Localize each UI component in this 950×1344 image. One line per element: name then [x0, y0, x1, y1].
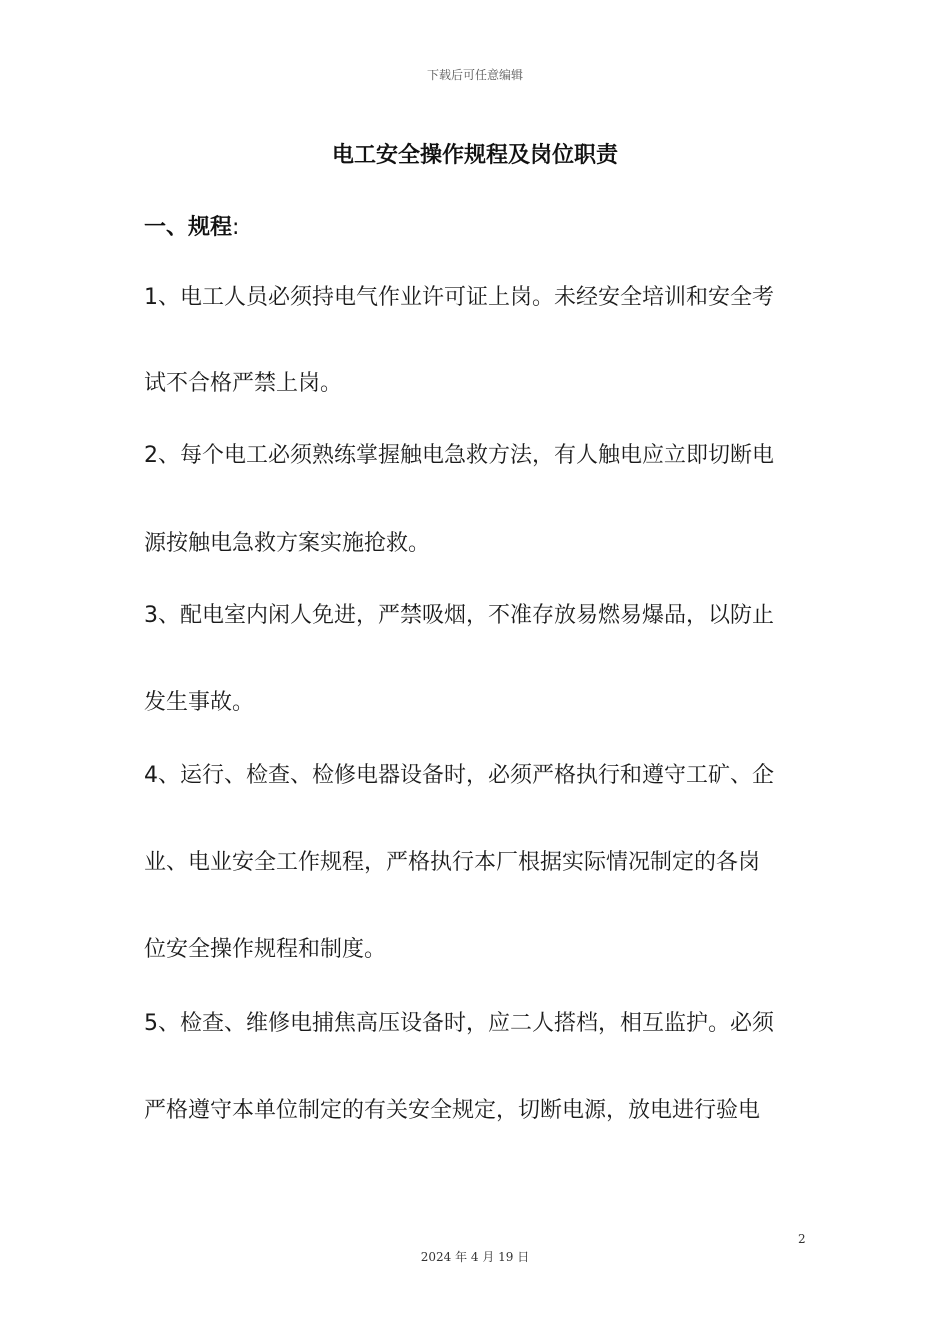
page-number: 2 — [798, 1232, 806, 1246]
body-line: 位安全操作规程和制度。 — [144, 937, 387, 962]
body-line: 4、运行、检查、检修电器设备时，必须严格执行和遵守工矿、企 — [144, 763, 774, 788]
body-line: 严格遵守本单位制定的有关安全规定，切断电源，放电进行验电 — [144, 1098, 761, 1123]
download-note: 下载后可任意编辑 — [426, 68, 523, 82]
section-heading-text: 一、规程 — [144, 215, 233, 240]
body-line: 业、电业安全工作规程，严格执行本厂根据实际情况制定的各岗 — [144, 850, 761, 875]
body-line: 2、每个电工必须熟练掌握触电急救方法，有人触电应立即切断电 — [144, 443, 774, 468]
body-line: 发生事故。 — [144, 690, 255, 715]
body-line: 1、电工人员必须持电气作业许可证上岗。未经安全培训和安全考 — [144, 285, 774, 310]
footer-date: 2024 年 4 月 19 日 — [420, 1250, 530, 1264]
section-heading-colon: : — [232, 215, 240, 240]
document-title: 电工安全操作规程及岗位职责 — [331, 143, 618, 168]
body-line: 试不合格严禁上岗。 — [144, 371, 343, 396]
body-line: 3、配电室内闲人免进，严禁吸烟，不准存放易燃易爆品，以防止 — [144, 603, 774, 628]
body-line: 5、检查、维修电捕焦高压设备时，应二人搭档，相互监护。必须 — [144, 1011, 774, 1036]
body-line: 源按触电急救方案实施抢救。 — [144, 531, 431, 556]
section-heading — [144, 210, 239, 241]
